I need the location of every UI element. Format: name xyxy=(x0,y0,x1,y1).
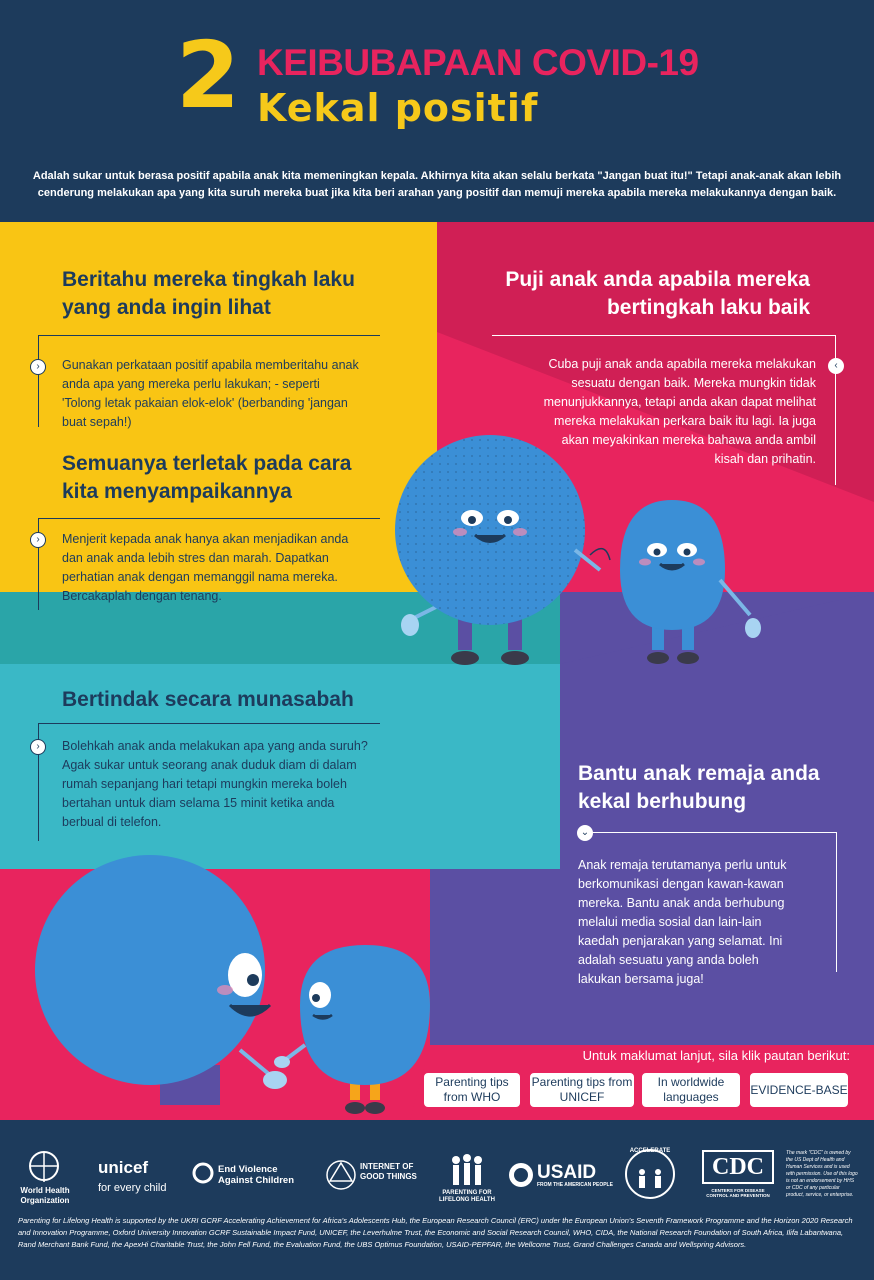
chevron-right-icon: › xyxy=(30,532,46,548)
divider xyxy=(38,518,380,519)
accelerate-logo-text: ACCELERATE xyxy=(629,1148,671,1154)
section-praise-heading: Puji anak anda apabila mereka bertingkah laku baik xyxy=(505,268,810,319)
characters-illustration-bottom xyxy=(20,850,460,1120)
end-violence-icon xyxy=(192,1162,214,1184)
page-title: KEIBUBAPAAN COVID-19 xyxy=(257,42,699,83)
end-violence-logo: End Violence Against Children xyxy=(218,1164,295,1186)
links-prompt: Untuk maklumat lanjut, sila klik pautan berikut: xyxy=(582,1048,850,1063)
usaid-seal-icon xyxy=(508,1162,534,1188)
who-logo-text: World Health Organization xyxy=(20,1186,70,1205)
divider xyxy=(578,832,836,833)
who-tips-link[interactable]: Parenting tips from WHO xyxy=(422,1071,522,1109)
cdc-note: The mark "CDC" is owned by the US Dept of Health and Human Services and is used with permission. Use of this logo is not an endorsement by HHS or CDC of any particular product, service, or enterprise. xyxy=(786,1150,858,1198)
evidence-base-link[interactable]: EVIDENCE-BASE xyxy=(748,1071,850,1109)
chevron-left-icon: ‹ xyxy=(828,358,844,374)
section-tell-heading: Beritahu mereka tingkah laku yang anda ingin lihat xyxy=(62,268,355,319)
divider xyxy=(38,335,39,427)
divider xyxy=(38,335,380,336)
divider xyxy=(492,335,836,336)
plh-logo-text: PARENTING FOR LIFELONG HEALTH xyxy=(439,1190,495,1203)
section-teens-heading: Bantu anak remaja anda kekal berhubung xyxy=(578,762,820,813)
credits-text: Parenting for Lifelong Health is supported by the UKRI GCRF Accelerating Achievement for Africa's Adolescents Hub, the European Research Council (ERC) under the European Union's Seventh Framework Programme and the Horizon 2020 Research and Innovation Programme, Oxford University Innovation GCRF Sustainable Impact Fund, UNICEF, the Leverhulme Trust, the Economic and Social Research Council, WHO, CIDA, the National Research Foundation of South Africa, Ilifa Labantwana, Rand Merchant Bank Fund, the ApexHi Charitable Trust, the John Fell Fund, the Evaluation Fund, the UBS Optimus Foundation, USAID-PEPFAR, the Wellcome Trust, Grand Challenges Canada and Wellspring Advisors. xyxy=(18,1216,853,1249)
languages-link[interactable]: In worldwide languages xyxy=(640,1071,742,1109)
cdc-logo: CDC xyxy=(702,1150,774,1184)
step-number: 2 xyxy=(176,22,241,129)
characters-illustration xyxy=(390,430,770,670)
section-tell-body: Gunakan perkataan positif apabila memberitahu anak anda apa yang mereka perlu lakukan; - seperti 'Tolong letak pakaian elok-elok' (berbanding 'jangan buat sepah!) xyxy=(62,358,359,429)
section-praise-body: Cuba puji anak anda apabila mereka melakukan sesuatu dengan baik. Mereka mungkin tidak menunjukkannya, tetapi anda akan dapat melihat mereka melakukan perkara baik itu lagi. Ia juga akan meyakinkan mereka bahawa anda ambil kisah dan prihatin. xyxy=(543,357,816,466)
unicef-tagline: for every child xyxy=(98,1182,167,1194)
chevron-right-icon: › xyxy=(30,739,46,755)
section-realistic-body: Bolehkah anak anda melakukan apa yang anda suruh? Agak sukar untuk seorang anak duduk diam di dalam rumah sepanjang hari tetapi mungkin mereka boleh bertahan untuk diam selama 15 minit ketika anda berbual di telefon. xyxy=(62,739,368,829)
section-teens-body: Anak remaja terutamanya perlu untuk berkomunikasi dengan kawan-kawan mereka. Bantu anak anda berhubung melalui media sosial dan lain-lain kaedah penjarakan yang selamat. Ini adalah sesuatu yang anda boleh lakukan bersama juga! xyxy=(578,858,787,986)
usaid-logo: USAID xyxy=(537,1162,597,1183)
accelerate-seal-icon xyxy=(622,1148,678,1200)
unicef-logo: unicef xyxy=(98,1158,149,1177)
internet-good-things-logo: INTERNET OF GOOD THINGS xyxy=(360,1162,417,1181)
who-logo-icon xyxy=(24,1150,64,1184)
unicef-tips-link[interactable]: Parenting tips from UNICEF xyxy=(528,1071,636,1109)
chevron-down-icon: ⌄ xyxy=(577,825,593,841)
intro-text: Adalah sukar untuk berasa positif apabila anak kita memeningkan kepala. Akhirnya kita akan selalu berkata "Jangan buat itu!" Tetapi anak-anak akan lebih cenderung melakukan apa yang kita suruh mereka buat jika kita beri arahan yang positif dan memuji mereka apabila mereka melakukannya dengan baik. xyxy=(32,170,842,199)
internet-good-things-icon xyxy=(324,1158,358,1192)
section-how-heading: Semuanya terletak pada cara kita menyampaikannya xyxy=(62,452,352,503)
usaid-tagline: FROM THE AMERICAN PEOPLE xyxy=(537,1182,613,1188)
cdc-tagline: CENTERS FOR DISEASE CONTROL AND PREVENTION xyxy=(706,1188,770,1198)
page-subtitle: Kekal positif xyxy=(257,86,539,130)
plh-logo-icon xyxy=(446,1152,488,1188)
section-how-body: Menjerit kepada anak hanya akan menjadikan anda dan anak anda lebih stres dan marah. Dapatkan perhatian anak dengan memanggil nama mereka. Bercakaplah dengan tenang. xyxy=(62,532,349,603)
chevron-right-icon: › xyxy=(30,359,46,375)
section-realistic-heading: Bertindak secara munasabah xyxy=(62,688,354,711)
divider xyxy=(836,832,837,972)
divider xyxy=(38,723,380,724)
